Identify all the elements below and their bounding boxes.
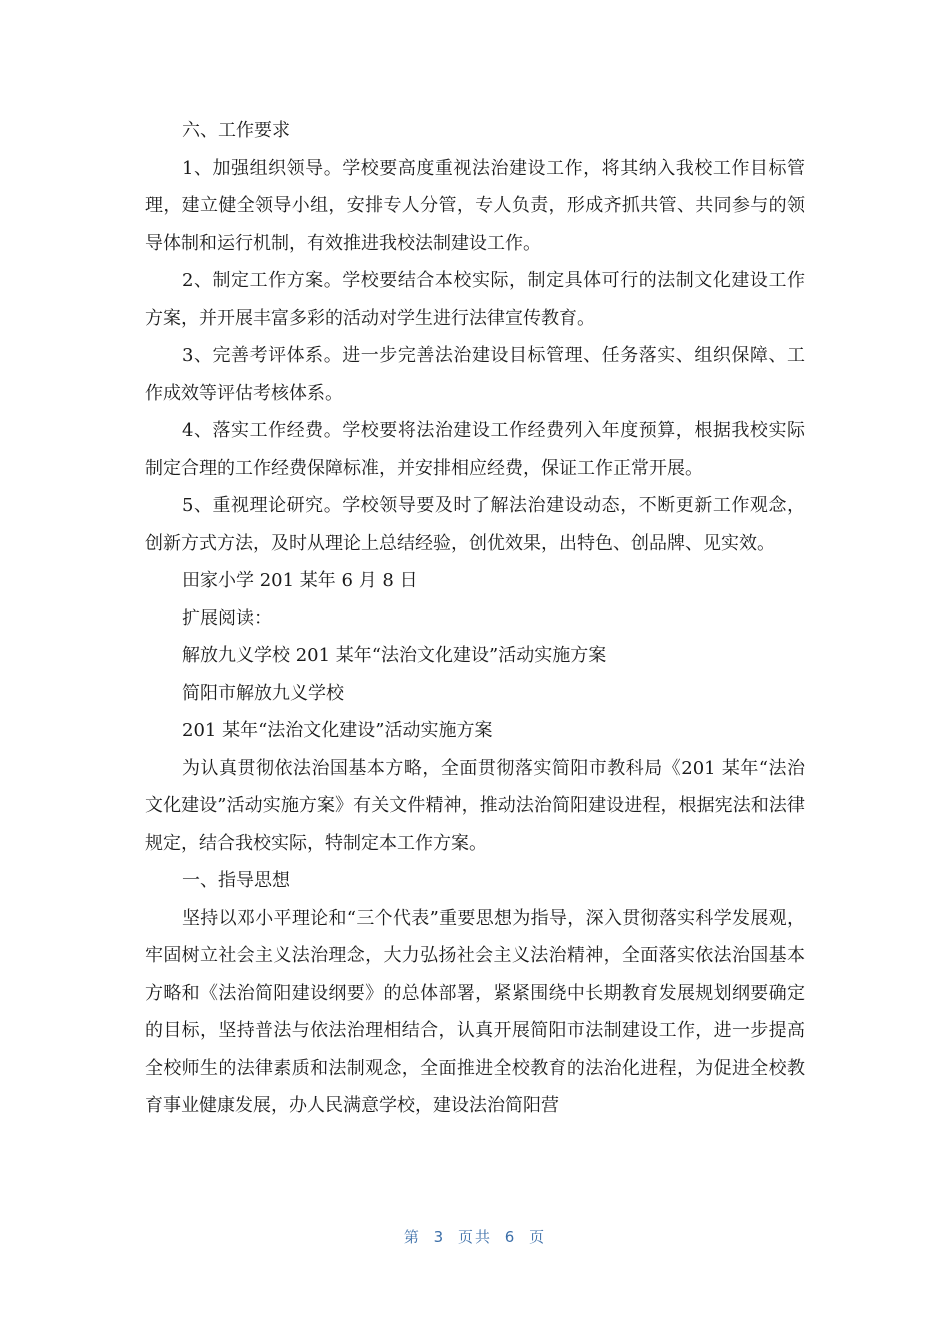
paragraph-introduction: 为认真贯彻依法治国基本方略，全面贯彻落实简阳市教科局《201 某年“法治文化建设”活动实施方案》有关文件精神，推动法治简阳建设进程，根据宪法和法律规定，结合我校实际，特制定本工作方案。	[145, 757, 805, 854]
paragraph-organization-leadership: 1、加强组织领导。学校要高度重视法治建设工作，将其纳入我校工作目标管理，建立健全领导小组，安排专人分管，专人负责，形成齐抓共管、共同参与的领导体制和运行机制，有效推进我校法制建设工作。	[145, 157, 805, 254]
footer-total-pages: 6	[504, 1228, 517, 1246]
section-heading-work-requirements: 六、工作要求	[182, 120, 290, 141]
paragraph-work-plan: 2、制定工作方案。学校要结合本校实际，制定具体可行的法制文化建设工作方案，并开展丰富多彩的活动对学生进行法律宣传教育。	[145, 270, 805, 329]
paragraph-theory-research: 5、重视理论研究。学校领导要及时了解法治建设动态，不断更新工作观念，创新方式方法，及时从理论上总结经验，创优效果，出特色、创品牌、见实效。	[145, 495, 805, 554]
footer-middle: 页共	[457, 1228, 492, 1246]
school-name: 简阳市解放九义学校	[182, 682, 344, 704]
extended-reading-label: 扩展阅读：	[182, 607, 272, 629]
paragraph-guiding-ideology: 坚持以邓小平理论和“三个代表”重要思想为指导，深入贯彻落实科学发展观，牢固树立社会主义法治理念，大力弘扬社会主义法治精神，全面落实依法治国基本方略和《法治简阳建设纲要》的总体部署，紧紧围绕中长期教育发展规划纲要确定的目标，坚持普法与依法治理相结合，认真开展简阳市法制建设工作，进一步提高全校师生的法律素质和法制观念，全面推进全校教育的法治化进程，为促进全校教育事业健康发展，办人民满意学校，建设法治简阳营	[145, 907, 805, 1116]
section-heading-guiding-ideology: 一、指导思想	[182, 870, 290, 891]
page-number-footer	[0, 1226, 950, 1247]
footer-prefix: 第	[403, 1228, 421, 1246]
paragraph-work-funding: 4、落实工作经费。学校要将法治建设工作经费列入年度预算，根据我校实际制定合理的工作经费保障标准，并安排相应经费，保证工作正常开展。	[145, 420, 805, 479]
article-title: 解放九义学校 201 某年“法治文化建设”活动实施方案	[182, 645, 607, 666]
plan-title: 201 某年“法治文化建设”活动实施方案	[182, 720, 493, 741]
signature-date-line: 田家小学 201 某年 6 月 8 日	[182, 570, 418, 591]
footer-current-page: 3	[433, 1228, 446, 1246]
footer-suffix: 页	[529, 1228, 547, 1246]
document-body	[145, 112, 805, 1125]
paragraph-evaluation-system: 3、完善考评体系。进一步完善法治建设目标管理、任务落实、组织保障、工作成效等评估考核体系。	[145, 345, 805, 404]
